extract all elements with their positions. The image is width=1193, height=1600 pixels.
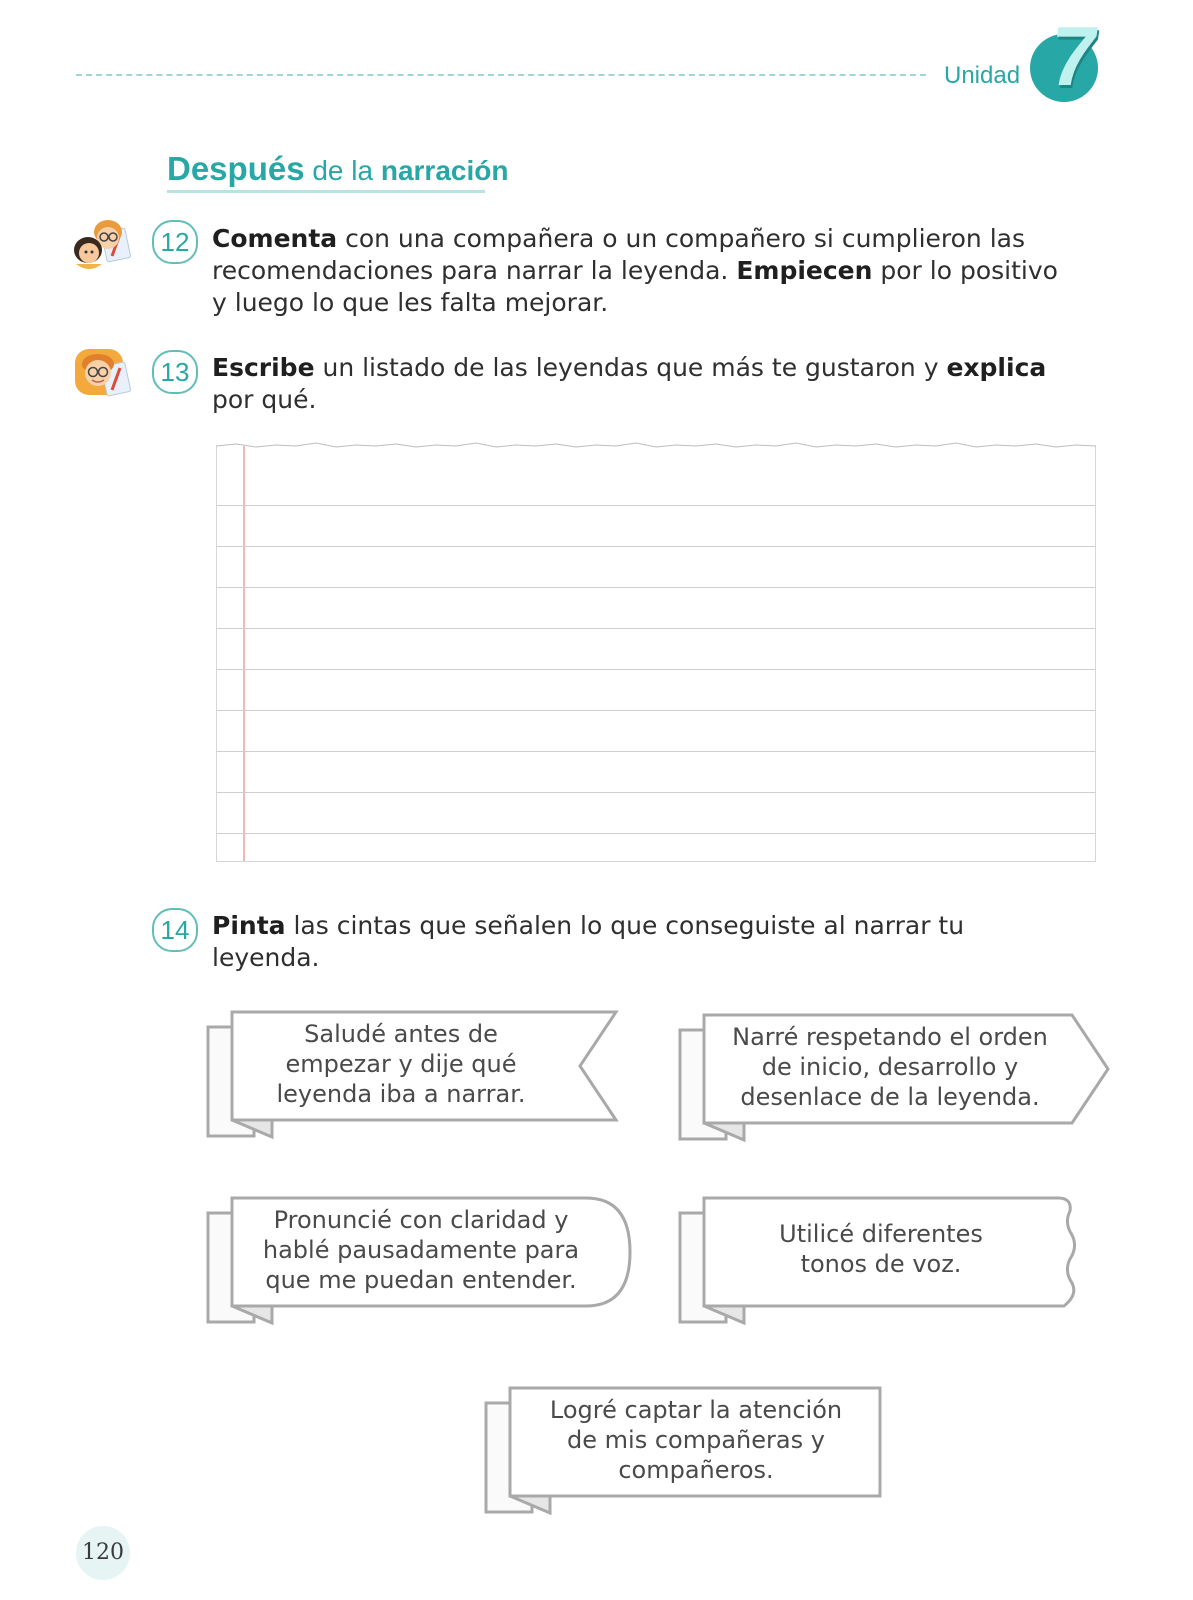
page-number: 120 xyxy=(82,1540,124,1565)
activity-12-text-part-2: por lo positivo y luego lo que les falta mejorar. xyxy=(212,256,1058,317)
section-title xyxy=(167,150,508,188)
ribbon-1-text xyxy=(236,1019,566,1109)
header-dashed-line xyxy=(76,74,926,76)
writing-line xyxy=(217,628,1095,629)
activity-13-verb-2: explica xyxy=(946,353,1047,382)
notebook-margin-line xyxy=(243,446,245,861)
activity-12-text-part: con una compañera o un compañero si cumplieron las recomendaciones para narrar la leyenda. xyxy=(212,224,1026,285)
ribbon-3-line: que me puedan entender. xyxy=(265,1266,577,1294)
section-title-part2: de la xyxy=(304,155,381,186)
ribbon-5-line: compañeros. xyxy=(618,1456,774,1484)
ribbon-2-line: Narré respetando el orden xyxy=(732,1023,1048,1051)
ribbon-2-text xyxy=(706,1022,1074,1112)
ribbon-1[interactable] xyxy=(206,1009,620,1144)
ribbon-2[interactable] xyxy=(678,1012,1112,1147)
writing-line xyxy=(217,587,1095,588)
ribbon-2-line: de inicio, desarrollo y xyxy=(761,1053,1019,1081)
ribbon-3-line: hablé pausadamente para xyxy=(262,1236,580,1264)
writing-line xyxy=(217,833,1095,834)
ribbon-5-line: de mis compañeras y xyxy=(567,1426,825,1454)
pair-work-icon xyxy=(70,216,128,270)
activity-14-verb: Pinta xyxy=(212,911,286,940)
ribbon-5[interactable] xyxy=(484,1385,884,1520)
activity-14-text-part: las cintas que señalen lo que conseguiste al narrar tu leyenda. xyxy=(212,911,965,972)
activity-number-12: 12 xyxy=(152,220,198,264)
torn-edge xyxy=(216,440,1096,452)
ribbon-4-line: tonos de voz. xyxy=(800,1250,962,1278)
lined-writing-area[interactable] xyxy=(216,446,1096,862)
ribbon-3[interactable] xyxy=(206,1195,634,1330)
unit-number: 7 xyxy=(1044,9,1104,103)
individual-work-icon xyxy=(72,346,130,400)
ribbon-3-text xyxy=(236,1205,606,1295)
unit-label: Unidad xyxy=(944,62,1021,89)
section-title-part1: Después xyxy=(167,150,305,187)
writing-line xyxy=(217,505,1095,506)
section-title-part3: narración xyxy=(380,155,509,186)
activity-12-text xyxy=(212,223,1072,319)
section-title-underline xyxy=(167,190,485,193)
ribbon-4[interactable] xyxy=(678,1195,1078,1330)
activity-13-text-part-2: por qué. xyxy=(212,385,317,414)
ribbon-4-line: Utilicé diferentes xyxy=(779,1220,983,1248)
activity-13-verb: Escribe xyxy=(212,353,315,382)
writing-line xyxy=(217,751,1095,752)
ribbon-1-line: empezar y dije qué xyxy=(285,1050,517,1078)
activity-14-text xyxy=(212,910,1012,974)
activity-13-text-part: un listado de las leyendas que más te gustaron y xyxy=(314,353,947,382)
activity-number-14: 14 xyxy=(152,908,198,952)
writing-line xyxy=(217,546,1095,547)
writing-line xyxy=(217,710,1095,711)
ribbon-4-text xyxy=(708,1219,1054,1279)
ribbon-5-line: Logré captar la atención xyxy=(549,1396,843,1424)
writing-line xyxy=(217,669,1095,670)
ribbon-3-line: Pronuncié con claridad y xyxy=(273,1206,569,1234)
activity-13-text xyxy=(212,352,1072,416)
ribbon-5-text xyxy=(514,1395,878,1485)
activity-number-13: 13 xyxy=(152,350,198,394)
ribbon-1-line: Saludé antes de xyxy=(304,1020,498,1048)
ribbon-1-line: leyenda iba a narrar. xyxy=(276,1080,526,1108)
activity-12-verb-2: Empiecen xyxy=(736,256,873,285)
activity-12-verb: Comenta xyxy=(212,224,338,253)
ribbon-2-line: desenlace de la leyenda. xyxy=(740,1083,1040,1111)
writing-line xyxy=(217,792,1095,793)
